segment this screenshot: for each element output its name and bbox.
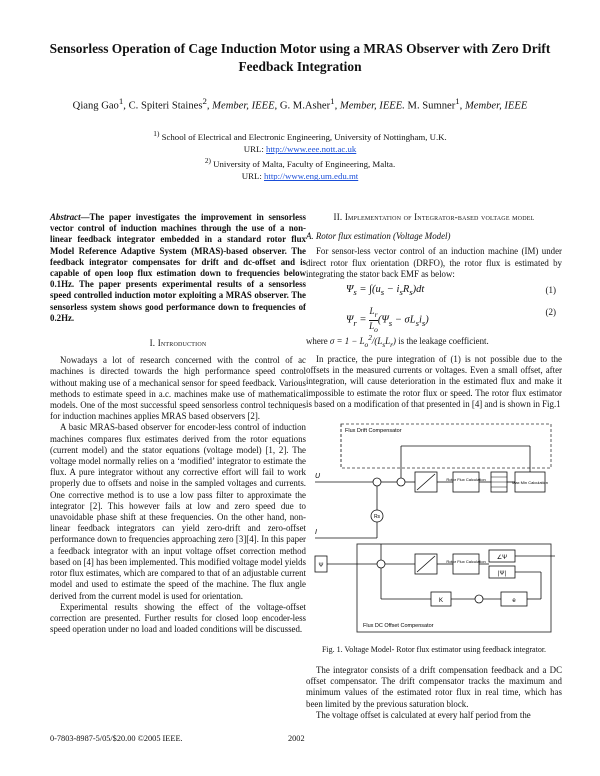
rotor-flux-calc-block-2 — [453, 554, 479, 574]
section-num: I. — [149, 338, 156, 349]
i-input-label: I — [315, 528, 317, 536]
paper-title: Sensorless Operation of Cage Induction Motor using a MRAS Observer with Zero Drift Feedback Integration — [49, 41, 551, 74]
author-role: , Member, IEEE. — [334, 100, 405, 112]
equation-2 — [306, 302, 562, 334]
rotor-flux-calc-label-2: Rotor Flux Calculation — [446, 558, 486, 564]
affiliation-1 — [100, 128, 500, 143]
affiliation-1-url — [100, 143, 500, 155]
url-label: URL: — [243, 144, 266, 155]
author-name: Qiang Gao — [72, 100, 119, 112]
equation-1-body: $\Psi_s = \int(u_s - i_sR_s)dt$ — [346, 284, 425, 298]
author-affil-sup: 1 — [118, 96, 124, 106]
where-line — [306, 332, 562, 350]
rotor-flux-calc-label: Rotor Flux Calculation — [446, 476, 486, 482]
intro-paragraph-1: Nowadays a lot of research concerned with the control of ac machines is directed towards the high performance speed control without making use of a mechanical sensor for speed feedback. Various methods to estimate speed in a.c. machines make use of mathematical models. One of the most successful speed sensorless control techniques for induction machines applies MRAS based observers [2]. — [50, 355, 306, 422]
abstract-lead: Abstract — [50, 212, 81, 222]
figure-1-caption: Fig. 1. Voltage Model- Rotor flux estimator using feedback integrator. — [321, 644, 547, 654]
url-label: URL: — [241, 171, 264, 182]
angle-label: ∠Ψ — [496, 554, 508, 561]
left-column — [50, 212, 306, 635]
affiliations — [100, 128, 500, 183]
section-heading-intro — [50, 338, 306, 349]
equation-2-body: $\Psi_r$ = $\frac{L_r}{L_o}$ $(\Psi_s - \sigma L_si_s)$ — [346, 306, 429, 334]
author-name: M. Sumner — [404, 100, 456, 112]
affiliation-2-url — [100, 170, 500, 182]
sum-junction-3 — [377, 560, 385, 568]
sum-junction-2 — [397, 478, 405, 486]
abstract — [50, 212, 306, 324]
sec2-paragraph-2: In practice, the pure integration of (1) is not possible due to the offsets in the measured currents or voltages. Even a small offset, after integration, will cause deterioration in the estimated flux and make it impossible to estimate the rotor flux or speed. The rotor flux estimator is based on a modification of that presented in [4] and is shown in Fig.1 — [306, 353, 562, 409]
malta-link[interactable]: http://www.eng.um.edu.mt — [264, 171, 359, 182]
block-diagram — [311, 416, 557, 641]
gain-k-label: K — [438, 597, 444, 604]
u-input-label: U — [315, 472, 321, 480]
rs-label: Rs — [373, 513, 381, 520]
intro-paragraph-2: A basic MRAS-based observer for encoder-less control of induction machines compares flux estimates derived from the rotor equations (current model) and the stator equations (voltage model) [1, 2]. The voltage model normally relies on a ‘modified’ integrator to estimate the flux. A pure integrator without any corrective effort will fail to work properly due to offsets and noise in the sampled voltages and currents. One corrective method is to use a low pass filter to approximate the integrator [2]. This however fails at low and zero speed due to unavoidable phase shift at these frequencies. On the other hand, non-linear feedback integrators can yield zero-drift and zero-offset performance down to frequencies approaching zero [3][4]. In this paper a feedback integrator with an input voltage offset correction method based on [4] has been implemented. This modified voltage model yields rotor flux estimates, which are compared to that of an adjustable current model and used to estimate the speed of the machine. The flux angle derived from the current model is used for orientation. — [50, 422, 306, 601]
exp-label: e — [512, 597, 516, 604]
author-affil-sup: 1 — [455, 96, 460, 106]
sum-junction-1 — [373, 478, 381, 486]
sum-junction-4 — [475, 595, 483, 603]
drift-compensator-label: Flux Drift Compensator — [345, 427, 402, 434]
footer-page-number: 2002 — [288, 734, 305, 743]
affil-sup: 2) — [204, 156, 211, 166]
section-heading-2 — [306, 212, 562, 223]
nottingham-link[interactable]: http://www.eee.nott.ac.uk — [265, 144, 357, 155]
abstract-text: —The paper investigates the improvement in sensorless vector control of induction machines through the use of a non-linear feedback integrator embedded in a standard rotor flux Model Reference Adaptive System (MRAS)-based observer. The feedback integrator compensates for drift and dc-offset and is capable of open loop flux estimation down to frequencies below 0.1Hz. The paper presents experimental results of a sensorless speed controlled induction motor exploiting a MRAS observer. The sensorless system shows good performance down to frequencies of 0.2Hz. — [50, 212, 306, 323]
author-name: , G. M.Asher — [274, 100, 331, 112]
right-column — [306, 212, 562, 721]
affil-text: School of Electrical and Electronic Engineering, University of Nottingham, U.K. — [159, 131, 447, 142]
author-name: , C. Spiteri Staines — [123, 100, 203, 112]
equation-1-number: (1) — [545, 285, 556, 296]
abs-label: |Ψ| — [497, 570, 507, 577]
author-role: , Member, IEEE — [206, 100, 275, 112]
section-num: II. — [333, 212, 343, 222]
affil-sup: 1) — [153, 129, 160, 138]
max-min-label: Max Min Calculation — [511, 479, 549, 485]
sigma-formula: $\sigma = 1 - L_o^2/(L_sL_r)$ — [329, 333, 396, 349]
author-list — [60, 94, 540, 114]
affil-text: University of Malta, Faculty of Engineering, Malta. — [210, 159, 396, 170]
equation-1 — [306, 280, 562, 302]
footer-copyright: 0-7803-8987-5/05/$20.00 ©2005 IEEE. — [50, 734, 183, 743]
affiliation-2 — [100, 155, 500, 170]
author-affil-sup: 2 — [202, 96, 207, 106]
dc-offset-label: Flux DC Offset Compensator — [363, 622, 434, 629]
section-title: Implementation of Integrator-based voltage model — [344, 212, 535, 222]
intro-paragraph-3: Experimental results showing the effect of the voltage-offset correction are presented. Further results for closed loop encoder-less speed operation under no load and loaded conditions will be discussed. — [50, 601, 306, 635]
author-role: , Member, IEEE — [459, 100, 528, 112]
equation-2-number: (2) — [545, 307, 556, 318]
where-text: where — [306, 335, 328, 346]
sec2-paragraph-1: For sensor-less vector control of an induction machine (IM) under direct rotor flux orientation (DRFO), the rotor flux is estimated by integrating the stator back EMF as below: — [306, 246, 562, 279]
sec2-paragraph-3: The integrator consists of a drift compensation feedback and a DC offset compensator. The drift compensator tracks the maximum and minimum values of the estimated rotor flux in real time, which has been limited by the previous saturation block. — [306, 664, 562, 709]
section-title: Introduction — [157, 338, 207, 349]
psi-ref-label: Ψ — [318, 562, 324, 569]
subsection-heading: A. Rotor flux estimation (Voltage Model) — [306, 231, 451, 242]
where-tail: is the leakage coefficient. — [395, 335, 489, 346]
figure-1 — [311, 416, 557, 641]
rotor-flux-calc-block — [453, 472, 479, 492]
sec2-paragraph-4: The voltage offset is calculated at every half period from the — [316, 709, 531, 720]
author-affil-sup: 1 — [330, 96, 335, 106]
